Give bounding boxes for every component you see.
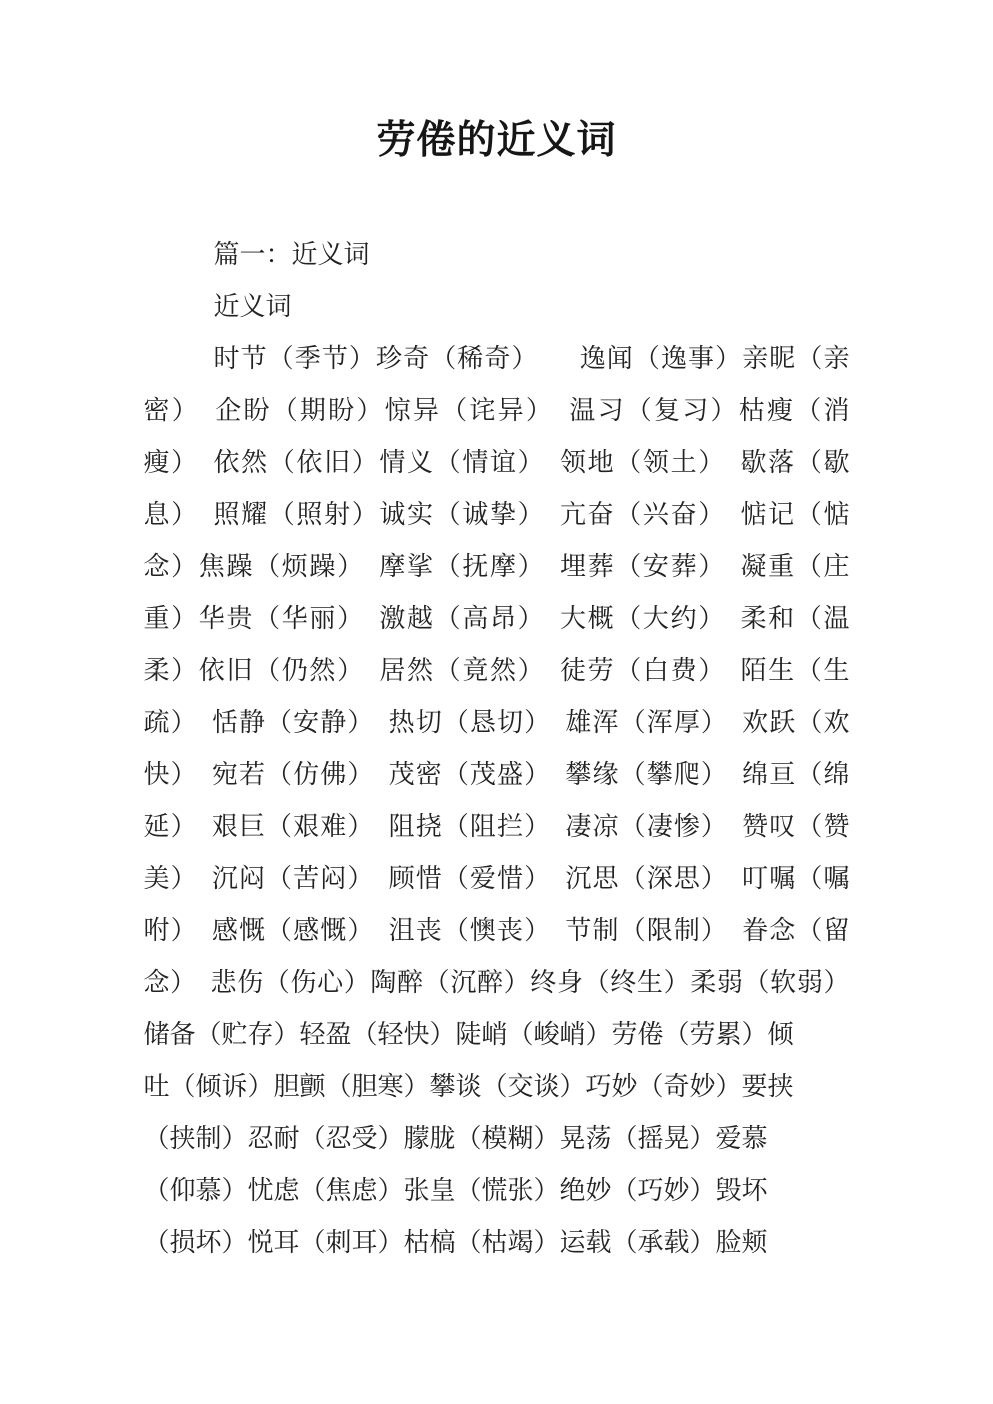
synonym-line: （挟制）忍耐（忍受）朦胧（模糊）晃荡（摇晃）爱慕 — [143, 1123, 768, 1153]
synonym-line: （损坏）悦耳（刺耳）枯槁（枯竭）运载（承载）脸颊 — [143, 1227, 768, 1257]
synonym-line: 重）华贵（华丽） 激越（高昂） 大概（大约） 柔和（温 — [143, 603, 850, 633]
synonym-line: 柔）依旧（仍然） 居然（竟然） 徒劳（白费） 陌生（生 — [143, 655, 850, 685]
section-heading: 篇一：近义词 — [213, 239, 370, 269]
subsection-heading: 近义词 — [213, 291, 292, 321]
synonym-line: 疏） 恬静（安静） 热切（恳切） 雄浑（浑厚） 欢跃（欢 — [143, 707, 850, 737]
synonym-line: 时节（季节）珍奇（稀奇） 逸闻（逸事）亲昵（亲 — [213, 343, 850, 373]
document-content — [144, 0, 850, 1268]
synonyms-paragraph — [144, 332, 850, 1268]
document-body — [144, 228, 850, 1268]
synonym-line: 瘦） 依然（依旧）情义（情谊） 领地（领土） 歇落（歇 — [143, 447, 850, 477]
synonym-line: 息） 照耀（照射）诚实（诚挚） 亢奋（兴奋） 惦记（惦 — [143, 499, 850, 529]
synonym-line: 念） 悲伤（伤心）陶醉（沉醉）终身（终生）柔弱（软弱） — [143, 967, 850, 997]
synonym-line: 念）焦躁（烦躁） 摩挲（抚摩） 埋葬（安葬） 凝重（庄 — [143, 551, 850, 581]
synonym-line: 储备（贮存）轻盈（轻快）陡峭（峻峭）劳倦（劳累）倾 — [143, 1019, 794, 1049]
synonym-line: （仰慕）忧虑（焦虑）张皇（慌张）绝妙（巧妙）毁坏 — [143, 1175, 768, 1205]
synonym-line: 延） 艰巨（艰难） 阻挠（阻拦） 凄凉（凄惨） 赞叹（赞 — [143, 811, 850, 841]
synonym-line: 密） 企盼（期盼）惊异（诧异） 温习（复习）枯瘦（消 — [143, 395, 850, 425]
synonym-line: 美） 沉闷（苦闷） 顾惜（爱惜） 沉思（深思） 叮嘱（嘱 — [143, 863, 850, 893]
synonym-line: 快） 宛若（仿佛） 茂密（茂盛） 攀缘（攀爬） 绵亘（绵 — [143, 759, 850, 789]
synonym-line: 咐） 感慨（感慨） 沮丧（懊丧） 节制（限制） 眷念（留 — [143, 915, 850, 945]
document-title: 劳倦的近义词 — [376, 119, 617, 162]
synonym-line: 吐（倾诉）胆颤（胆寒）攀谈（交谈）巧妙（奇妙）要挟 — [143, 1071, 794, 1101]
